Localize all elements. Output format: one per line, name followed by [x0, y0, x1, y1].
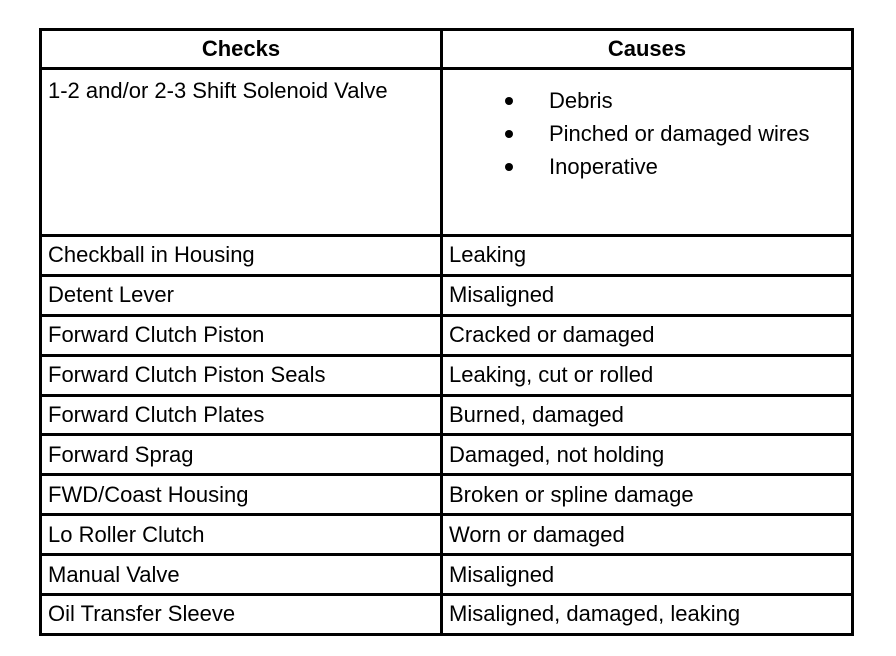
cause-cell: Leaking, cut or rolled — [442, 355, 853, 395]
cause-bullet-list — [449, 84, 851, 183]
header-causes: Causes — [442, 30, 853, 69]
table-row — [41, 355, 853, 395]
table-row — [41, 315, 853, 355]
check-cell: FWD/Coast Housing — [41, 475, 442, 515]
cause-bullet-item — [449, 117, 851, 150]
bullet-icon — [505, 163, 513, 171]
check-cell: Manual Valve — [41, 555, 442, 595]
cause-cell — [442, 69, 853, 236]
cause-cell: Cracked or damaged — [442, 315, 853, 355]
table-row — [41, 69, 853, 236]
table-row — [41, 395, 853, 435]
table-row — [41, 275, 853, 315]
check-cell: Detent Lever — [41, 275, 442, 315]
cause-cell: Damaged, not holding — [442, 435, 853, 475]
diagnosis-table — [39, 28, 854, 636]
cause-bullet-text: Debris — [549, 88, 613, 113]
table-row — [41, 235, 853, 275]
check-cell: Oil Transfer Sleeve — [41, 594, 442, 634]
cause-cell: Misaligned — [442, 555, 853, 595]
table-row — [41, 594, 853, 634]
check-cell: Forward Clutch Plates — [41, 395, 442, 435]
header-row — [41, 30, 853, 69]
check-cell: Forward Clutch Piston Seals — [41, 355, 442, 395]
header-checks: Checks — [41, 30, 442, 69]
cause-cell: Leaking — [442, 235, 853, 275]
table-row — [41, 515, 853, 555]
check-cell: Forward Sprag — [41, 435, 442, 475]
check-cell: Checkball in Housing — [41, 235, 442, 275]
cause-bullet-item — [449, 150, 851, 183]
cause-bullet-text: Pinched or damaged wires — [549, 121, 810, 146]
check-cell: 1-2 and/or 2-3 Shift Solenoid Valve — [41, 69, 442, 236]
check-cell: Forward Clutch Piston — [41, 315, 442, 355]
check-cell: Lo Roller Clutch — [41, 515, 442, 555]
table-row — [41, 435, 853, 475]
cause-bullet-item — [449, 84, 851, 117]
cause-bullet-text: Inoperative — [549, 154, 658, 179]
cause-cell: Misaligned — [442, 275, 853, 315]
cause-cell: Burned, damaged — [442, 395, 853, 435]
cause-cell: Misaligned, damaged, leaking — [442, 594, 853, 634]
cause-cell: Broken or spline damage — [442, 475, 853, 515]
cause-cell: Worn or damaged — [442, 515, 853, 555]
bullet-icon — [505, 130, 513, 138]
bullet-icon — [505, 97, 513, 105]
table-row — [41, 475, 853, 515]
table-row — [41, 555, 853, 595]
